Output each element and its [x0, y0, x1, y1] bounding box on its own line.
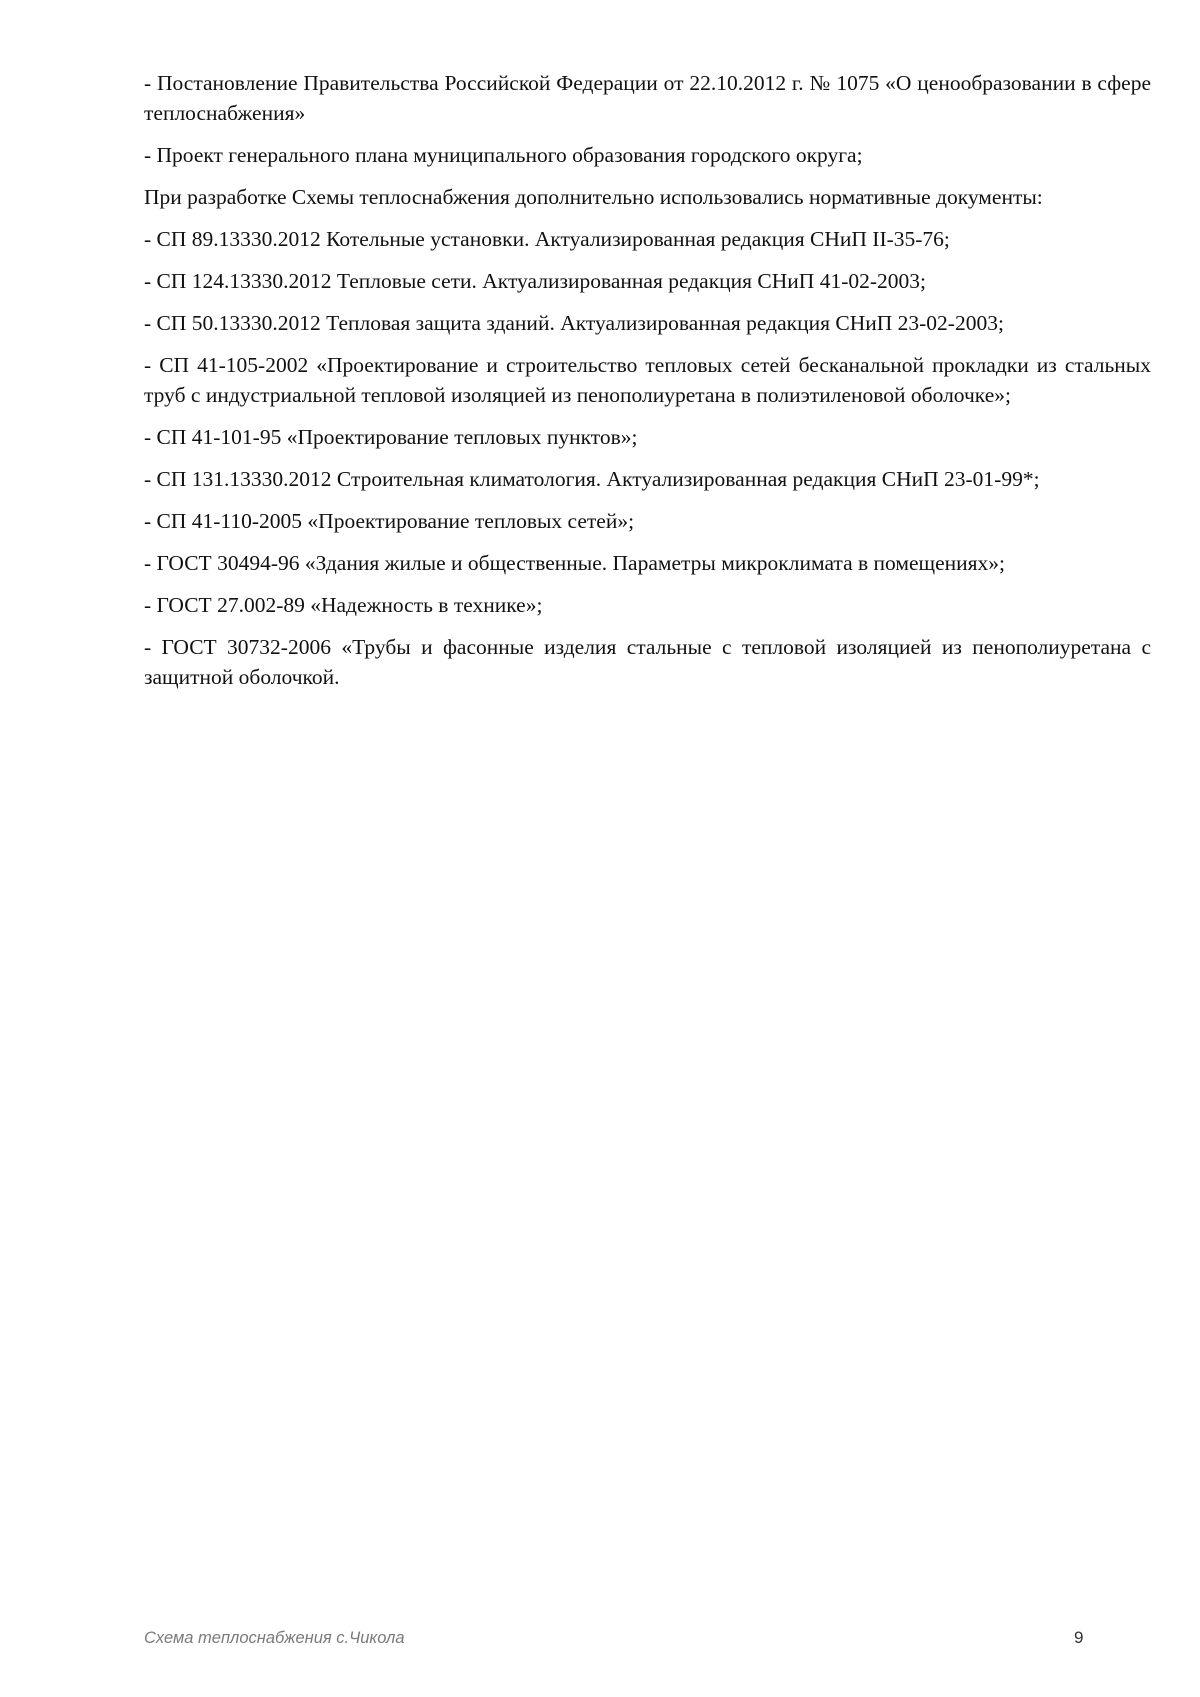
- paragraph-sp-41-105: - СП 41-105-2002 «Проектирование и строительство тепловых сетей бесканальной прокладки из стальных труб с индустриальной тепловой изоляцией из пенополиуретана в полиэтиленовой оболочке»;: [144, 353, 1151, 407]
- paragraph-sp-41-110: - СП 41-110-2005 «Проектирование тепловых сетей»;: [144, 509, 635, 533]
- paragraph-sp-124: - СП 124.13330.2012 Тепловые сети. Актуализированная редакция СНиП 41-02-2003;: [144, 269, 926, 293]
- footer-document-title: Схема теплоснабжения с.Чикола: [144, 1629, 405, 1647]
- paragraph-sp-41-101: - СП 41-101-95 «Проектирование тепловых пунктов»;: [144, 425, 638, 449]
- footer-page-number: 9: [1074, 1628, 1084, 1647]
- paragraph-sp-50: - СП 50.13330.2012 Тепловая защита зданий. Актуализированная редакция СНиП 23-02-2003;: [144, 311, 1004, 335]
- document-body: [144, 68, 1151, 704]
- paragraph-general-plan: - Проект генерального плана муниципального образования городского округа;: [144, 143, 863, 167]
- paragraph-gost-30732: - ГОСТ 30732-2006 «Трубы и фасонные изделия стальные с тепловой изоляцией из пенополиуретана с защитной оболочкой.: [144, 635, 1151, 689]
- paragraph-sp-89: - СП 89.13330.2012 Котельные установки. Актуализированная редакция СНиП II-35-76;: [144, 227, 950, 251]
- paragraph-resolution-1075: - Постановление Правительства Российской Федерации от 22.10.2012 г. № 1075 «О ценообразовании в сфере теплоснабжения»: [144, 71, 1151, 125]
- paragraph-gost-30494: - ГОСТ 30494-96 «Здания жилые и общественные. Параметры микроклимата в помещениях»;: [144, 551, 1005, 575]
- paragraph-gost-27002: - ГОСТ 27.002-89 «Надежность в технике»;: [144, 593, 543, 617]
- paragraph-normative-docs-intro: При разработке Схемы теплоснабжения дополнительно использовались нормативные документы:: [144, 185, 1043, 209]
- paragraph-sp-131: - СП 131.13330.2012 Строительная климатология. Актуализированная редакция СНиП 23-01-99*;: [144, 467, 1040, 491]
